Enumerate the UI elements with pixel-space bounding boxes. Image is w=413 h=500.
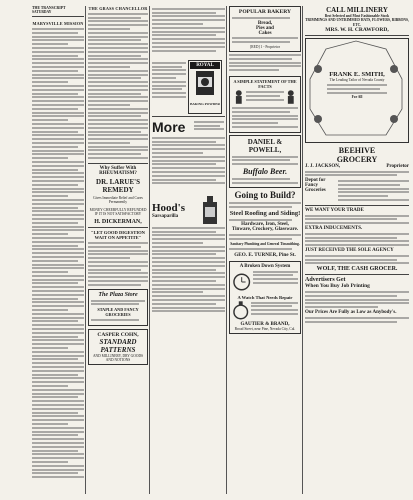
article-headline: MARYSVILLE MISSION (32, 21, 84, 27)
ad-brand: STANDARD PATTERNS (99, 337, 137, 354)
divider (305, 35, 409, 36)
ad-seller: GEO. E. TURNER, Pine St. (234, 251, 296, 258)
divider (88, 227, 148, 228)
ad-subtitle: STAPLE AND FANCY GROCERIES (97, 307, 139, 318)
ad-body (327, 84, 387, 94)
ad-body (338, 178, 409, 203)
ad-body (305, 317, 409, 323)
article-body (152, 135, 225, 195)
figure-icon (232, 89, 246, 105)
divider (88, 163, 148, 164)
watch-icon (232, 300, 249, 322)
figure-icon (284, 89, 298, 105)
article-body (152, 60, 186, 112)
column-rule (302, 6, 303, 494)
ad-title: The Plaza Store (98, 291, 138, 298)
popular-bakery-ad (229, 6, 301, 52)
ad-title: A Broken Down System (239, 263, 291, 269)
job-printing-ad (305, 277, 409, 322)
plaza-store-ad (88, 289, 148, 326)
ad-body (305, 171, 409, 177)
ad-seller: J. J. JACKSON, (305, 163, 341, 169)
ad-line: Tinware, Crockery, Glassware. (231, 227, 299, 233)
simple-statement-ad (229, 76, 301, 133)
ad-seller: MRS. W. H. CRAWFORD, (325, 26, 389, 33)
column-5 (305, 6, 409, 494)
ad-brand: Buffalo Beer. (242, 167, 288, 177)
ad-subtitle: Gives Immediate Relief and Cures Permanently (93, 196, 143, 205)
ad-body (229, 219, 301, 221)
ad-item: Pies and (256, 25, 274, 31)
ad-title: POPULAR BAKERY (238, 9, 292, 15)
ad-title: "LET GOOD DIGESTION WAIT ON APPETITE" (90, 230, 146, 241)
ad-subtitle: Sarsaparilla (152, 213, 179, 219)
beehive-grocery-ad (305, 146, 409, 203)
hoods-ad (152, 195, 225, 225)
ad-body (91, 319, 145, 321)
divider (152, 116, 225, 117)
ad-item: Cakes (258, 30, 272, 36)
ad-seller: GAUTIER & BRAND, (240, 321, 290, 327)
divider (305, 274, 409, 275)
ad-body (305, 215, 409, 225)
ad-title: Why Suffer With RHEUMATISM? (99, 166, 137, 176)
ad-brand: Hood's (152, 201, 186, 214)
masthead-title: THE TRANSCRIPT (32, 6, 66, 10)
ad-subtitle: GROCERY (336, 154, 378, 164)
ad-body (305, 233, 409, 246)
column-rule (226, 6, 227, 494)
ad-line: Depot for (305, 178, 326, 184)
ad-subtitle: AND MILLINERY, DRY GOODS AND NOTIONS (92, 353, 144, 363)
ad-title: Advertisers Get (305, 277, 346, 284)
ad-item: Bread, (257, 20, 273, 26)
ad-address: Broad Street, near Pine, Nevada City, Cal. (234, 326, 296, 331)
column-rule (149, 6, 150, 494)
ad-body (229, 248, 301, 250)
clock-icon (232, 269, 251, 295)
bottle-icon (200, 195, 220, 225)
ad-body (88, 242, 148, 286)
ad-body (253, 269, 298, 295)
masthead-middle: THE GRASS CHANCELLOR (88, 6, 148, 11)
ad-line: Our Prices Are Fully as Low as Anybody's. (305, 310, 397, 315)
article-body (88, 11, 148, 161)
gautier-brand-ad (229, 261, 301, 334)
ad-title: BEEHIVE (338, 145, 376, 155)
column-3 (152, 6, 225, 494)
wolf-grocer-ad (305, 208, 409, 272)
article-body (152, 225, 225, 325)
ad-line: Hardware, Iron, Steel, (241, 222, 289, 228)
ad-title: DANIEL & POWELL, (247, 137, 283, 154)
ad-title: CALL MILLINERY (326, 6, 388, 14)
column-4 (229, 6, 301, 494)
ad-subtitle: The Leading Tailor of Nevada County (329, 77, 385, 82)
ad-phone: [RED] 1 - Proprietor (250, 44, 280, 49)
casper-cohn-ad (88, 329, 148, 366)
article-body (152, 6, 225, 60)
smith-tailor-ad (305, 38, 409, 143)
ad-subtitle: EXTRA INDUCEMENTS. (305, 226, 363, 232)
ad-line: Fancy Groceries (305, 183, 326, 194)
ad-line: TRIMMINGS AND UNTRIMMED HATS, FLOWERS, RIBBONS, ETC. (305, 18, 409, 27)
ad-line: For All (351, 95, 363, 100)
article-body (32, 28, 84, 478)
ad-subtitle: When You Buy Job Printing (305, 283, 370, 290)
divider (32, 16, 84, 17)
ad-brand: ROYAL (190, 62, 220, 69)
ad-subtitle: BAKING POWDER (190, 102, 220, 106)
daniel-powell-ad (229, 135, 301, 189)
ad-body (232, 17, 298, 19)
ad-title: FRANK E. SMITH, (329, 70, 385, 78)
royal-baking-ad (188, 60, 222, 114)
ad-body (229, 202, 301, 208)
digestion-ad (88, 230, 148, 286)
ad-seller: H. DICKERMAN, (94, 219, 142, 226)
baking-powder-can-icon (192, 69, 218, 97)
ad-row (152, 119, 225, 135)
turner-ad (229, 190, 301, 257)
ad-body (305, 255, 409, 265)
ad-seller: WOLF, THE CASH GROCER. (316, 266, 398, 273)
more-headline: More (152, 119, 186, 135)
ad-subtitle: Best Selected and Most Fashionable Stock (324, 14, 390, 18)
ad-body (91, 300, 145, 306)
article-body (229, 52, 301, 76)
ad-title: WE WANT YOUR TRADE (305, 207, 364, 213)
ad-body (232, 156, 298, 166)
column-1 (32, 6, 84, 494)
ad-title: Going to Build? (234, 190, 296, 201)
ad-row (152, 60, 225, 114)
millinery-ad (305, 6, 409, 33)
ad-guarantee: MONEY CHEERFULLY REFUNDED IF IT IS NOT SATISFACTORY (89, 207, 147, 216)
column-rule (85, 6, 86, 494)
ad-body (246, 89, 285, 105)
ad-body (232, 107, 298, 128)
article-body (194, 119, 224, 132)
ad-body (305, 291, 409, 308)
rheumatism-ad (88, 166, 148, 225)
masthead-date: SATURDAY (32, 10, 52, 14)
divider (305, 205, 409, 206)
ad-subtitle: A Watch That Needs Repair (237, 294, 293, 300)
ad-title: CASPER COHN, (97, 331, 139, 338)
ad-brand: DR. LARUE'S REMEDY (96, 178, 140, 194)
column-2 (88, 6, 148, 494)
ad-line: Sanitary Plumbing and General Tinsmithing. (230, 241, 300, 246)
ad-body (229, 234, 301, 240)
ad-body (251, 300, 298, 322)
ad-subtitle: JUST RECEIVED THE SOLE AGENCY (305, 248, 394, 254)
ad-body (232, 178, 298, 184)
ad-body (232, 37, 298, 43)
ad-title: A SIMPLE STATEMENT OF THE FACTS (233, 79, 297, 90)
ad-subtitle: Steel Roofing and Siding! (229, 209, 301, 217)
ad-role: Proprietor (386, 163, 409, 169)
